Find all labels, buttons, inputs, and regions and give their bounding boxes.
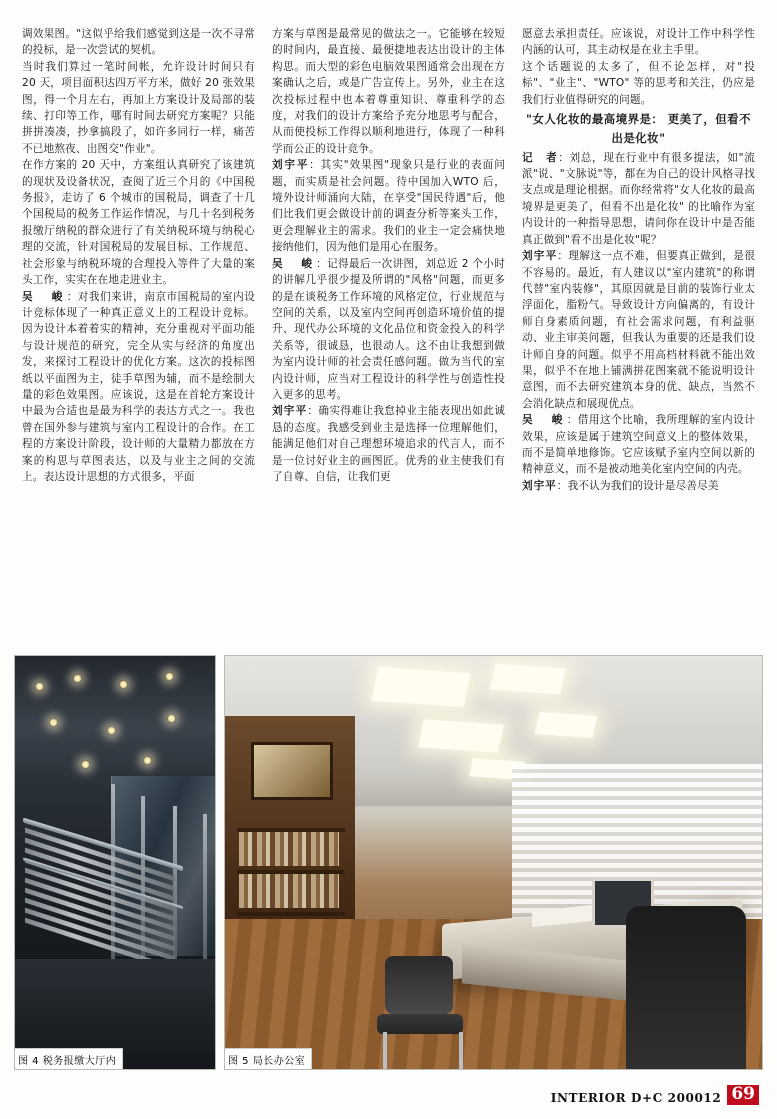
speaker-label: 刘宇平 bbox=[272, 405, 308, 418]
paragraph-text: 在作方案的 20 天中，方案组认真研究了该建筑的现状及设备状况，查阅了近三个月的《中国税务报》，走访了 6 个城市的国税局，调查了十几个国税局的税务工作运作情况，与几十名到税务报缴厅纳税的群众进行了有关纳税环境与纳税心理的交流，针对国税局的发展目标、工作规范、社会形象与纳税环境的合理投入等件了大量的案头工作，实实在在地走进业主。 bbox=[22, 159, 255, 287]
photo-office bbox=[225, 656, 762, 1069]
paragraph-text: 愿意去承担责任。应该说，对设计工作中科学性内涵的认可，其主动权是在业主手里。 bbox=[522, 28, 755, 57]
paragraph bbox=[22, 59, 255, 157]
figure-5 bbox=[224, 655, 763, 1070]
figure-row bbox=[14, 655, 763, 1070]
figure-caption: 图 4 税务报缴大厅内 bbox=[15, 1048, 123, 1069]
paragraph-text: ：借用这个比喻，我所理解的室内设计效果，应该是属于建筑空间意义上的整体效果，而不是简单地修饰。它应该赋予室内空间以新的精神意义，而不是被动地美化室内空间的内壳。 bbox=[522, 414, 755, 476]
paragraph bbox=[272, 403, 505, 485]
bookshelf-books bbox=[239, 832, 339, 866]
executive-chair bbox=[626, 906, 746, 1070]
paragraph-text: 调效果图。"这似乎给我们感觉到这是一次不寻常的投标，是一次尝试的契机。 bbox=[22, 28, 255, 57]
figure-4 bbox=[14, 655, 216, 1070]
paragraph bbox=[522, 59, 755, 108]
section-subheading: "女人化妆的最高境界是： 更美了，但看不出是化妆" bbox=[526, 112, 751, 145]
paragraph-text: 方案与草图是最常见的做法之一。它能够在较短的时间内，最直接、最便捷地表达出设计的主体构思。而大型的彩色电脑效果图通常会出现在方案确认之后，或是广告宣传上。另外，业主在这次投标过程中也本着尊重知识、尊重科学的态度，对我们的设计方案给予充分地思考与配合，从而使投标工作得以顺利地进行，体现了一种科学而公正的设计竞争。 bbox=[272, 28, 505, 155]
text-columns bbox=[22, 26, 755, 626]
speaker-label: 吴 峻 bbox=[272, 257, 317, 270]
paragraph-text: 这个话题说的太多了，但不论怎样，对"投标"、"业主"、"WTO" 等的思考和关注，仍应是我们行业值得研究的问题。 bbox=[522, 60, 755, 106]
speaker-label: 吴 峻 bbox=[22, 290, 67, 303]
paragraph-text: ：对我们来讲，南京市国税局的室内设计竞标体现了一种真正意义上的工程设计竞标。因为设计本着着实的精神，充分重视对平面功能与设计规范的研究，完全从实与经济的角度出发，来探讨工程设计的优化方案。这次的投标图纸以平面图为主，徒手草图为辅，而不是绘制大量的彩色效果图。应该说，这是在首轮方案设计中最为合适也是最为科学的表达方式之一。我也曾在国外参与建筑与室内工程设计的合作。在工程的方案设计阶段，设计师的大量精力都放在方案的构思与草图表达，以及与业主之间的交流上。表达设计思想的方式很多，平面 bbox=[22, 290, 255, 483]
paragraph bbox=[272, 26, 505, 157]
speaker-label: 记 者 bbox=[522, 151, 559, 164]
speaker-label: 刘宇平 bbox=[522, 479, 557, 492]
speaker-label: 刘宇平 bbox=[272, 159, 310, 172]
paragraph bbox=[22, 26, 255, 59]
paragraph-text: ：我不认为我们的设计是尽善尽美 bbox=[556, 479, 719, 492]
paragraph bbox=[272, 256, 505, 404]
page-number: 69 bbox=[727, 1085, 759, 1105]
column-3 bbox=[522, 26, 755, 626]
paragraph bbox=[522, 478, 755, 494]
paragraph bbox=[522, 248, 755, 412]
paragraph-text: ：其实"效果图"现象只是行业的表面问题，而实质是社会问题。待中国加入WTO 后，境外设计师涌向大陆，在享受"国民待遇"后，他们比我们更会做设计前的调查分析等案头工作，更会理解业主的需求。我们的业主一定会痛快地接纳他们，因为他们是用心在服务。 bbox=[272, 159, 505, 254]
photo-tax-hall bbox=[15, 656, 215, 1069]
paragraph-text: ：记得最后一次讲图，刘总近 2 个小时的讲解几乎很少提及所谓的"风格"问题，而更多的是在谈税务工作环境的风格定位，行业规范与空间的关系，以及室内空间再创造环境价值的提升、现代办公环境的文化品位和资金投入的科学关系等，很诚恳，也很动人。这不由让我想到做为室内设计师的社会责任感问题。做为当代的室内设计师，应当对工程设计的科学性与创造性投入更多的思考。 bbox=[272, 257, 506, 401]
paragraph-text: ：理解这一点不难，但要真正做到，是很不容易的。最近，有人建议以"室内建筑"的称谓代替"室内装修"，其原因就是目前的装饰行业太浮面化，脂粉气。导致设计方向偏离的，有设计师自身素质问题，有社会需求问题，有利益驱动、业主审美问题，但我认为重要的还是我们设计师自身的问题。似乎不用高档材料就不能出效果，似乎不在地上铺满拼花图案就不能说明设计意图，而不去研究建筑本身的优、缺点，当然不会消化缺点和展现优点。 bbox=[522, 250, 755, 410]
wall-picture bbox=[251, 742, 333, 800]
column-1 bbox=[22, 26, 255, 626]
speaker-label: 吴 峻 bbox=[522, 414, 567, 427]
paragraph bbox=[522, 412, 755, 478]
paragraph-text: ：刘总，现在行业中有很多提法，如"流派"说、"文脉说"等，都在为自己的设计风格寻找支点或是理论根据。而你经常将"女人化妆的最高境界是更美了，但看不出是化妆" 的比喻作为室内设计的一种指导思想，请问你在设计中是否能真正做到"看不出是化妆"呢？ bbox=[522, 151, 755, 246]
paragraph bbox=[22, 157, 255, 288]
page-footer bbox=[551, 1085, 759, 1105]
footer-text: INTERIOR D+C 200012 bbox=[550, 1091, 722, 1105]
paragraph bbox=[522, 150, 755, 248]
bookshelf-books bbox=[239, 874, 339, 908]
ceiling-area bbox=[15, 656, 215, 786]
figure-caption: 图 5 局长办公室 bbox=[225, 1048, 312, 1069]
visitor-chair bbox=[373, 956, 469, 1070]
paragraph bbox=[22, 289, 255, 486]
paragraph bbox=[272, 157, 505, 255]
speaker-label: 刘宇平 bbox=[522, 250, 558, 263]
paragraph bbox=[522, 26, 755, 59]
paragraph-text: ：确实得难让我怠掉业主能表现出如此诚恳的态度。我感受到业主是选择一位理解他们，能满足他们对自己理想环境追求的代言人，而不是一位讨好业主的画图匠。优秀的业主使我们有了自尊、自信，让我们更 bbox=[272, 405, 505, 483]
paragraph-text: 当时我们算过一笔时间帐，允许设计时间只有 20 天，项目面积达四万平方米，做好 20 张效果图，得一个月左右，再加上方案设计及局部的装续、打印等工作，哪有时间去研究方案呢？只能拼拼凑凑，抄拿搞段了，如许多同行一样，痛苦不已地熬夜、出图交"作业"。 bbox=[22, 60, 255, 155]
column-2 bbox=[272, 26, 505, 626]
